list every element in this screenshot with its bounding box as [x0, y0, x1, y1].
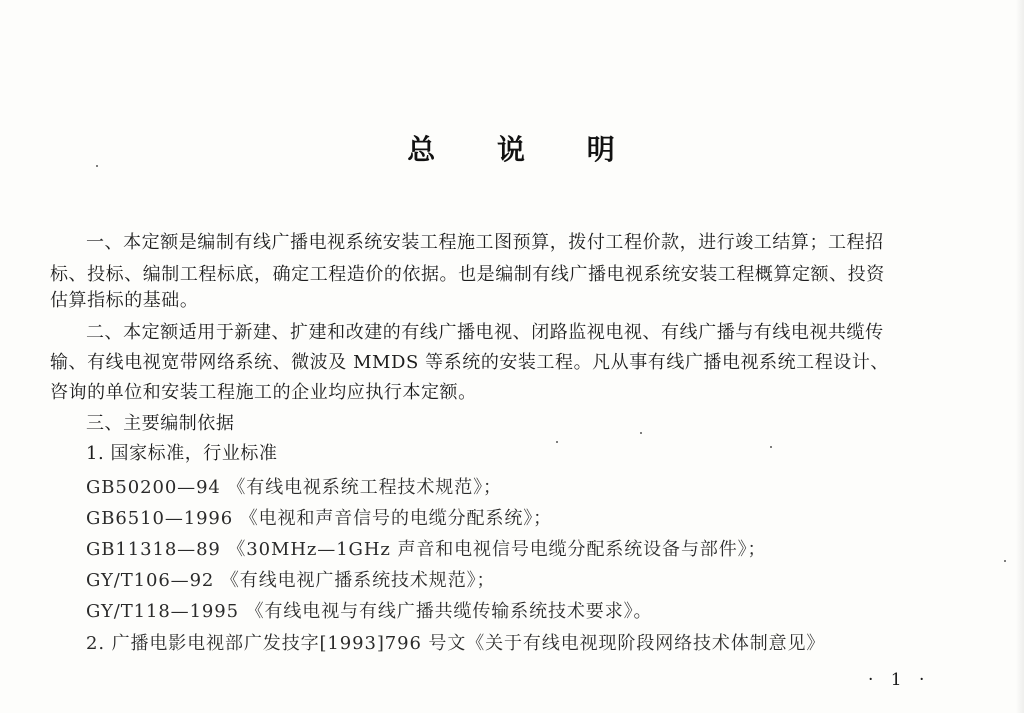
scan-speck — [1004, 560, 1006, 562]
page-number: · 1 · — [868, 670, 931, 690]
scan-speck — [96, 165, 98, 167]
scan-speck — [556, 441, 558, 443]
paragraph-1-line-1: 一、本定额是编制有线广播电视系统安装工程施工图预算，拨付工程价款，进行竣工结算；工程招 — [86, 232, 884, 253]
standard-item: GB6510—1996 《电视和声音信号的电缆分配系统》； — [86, 508, 553, 529]
item-1-heading: 1. 国家标准，行业标准 — [86, 443, 278, 464]
scan-edge-shadow — [1016, 0, 1024, 713]
standard-item: GB50200—94 《有线电视系统工程技术规范》； — [86, 477, 502, 498]
item-2-text: 2. 广播电影电视部广发技字[1993]796 号文《关于有线电视现阶段网络技术体制意见》 — [86, 633, 826, 654]
scan-speck — [640, 432, 642, 434]
standard-item: GY/T118—1995 《有线电视与有线广播共缆传输系统技术要求》。 — [86, 601, 653, 622]
standard-item: GB11318—89 《30MHz—1GHz 声音和电视信号电缆分配系统设备与部件》； — [86, 539, 767, 560]
paragraph-1-line-2: 标、投标、编制工程标底，确定工程造价的依据。也是编制有线广播电视系统安装工程概算定额、投资 — [50, 264, 885, 285]
paragraph-1-line-3: 估算指标的基础。 — [50, 290, 199, 311]
section-3-heading: 三、主要编制依据 — [86, 413, 235, 434]
scan-speck — [770, 446, 772, 448]
page-title: 总 说 明 — [407, 133, 641, 166]
standard-item: GY/T106—92 《有线电视广播系统技术规范》； — [86, 570, 496, 591]
paragraph-2-line-1: 二、本定额适用于新建、扩建和改建的有线广播电视、闭路监视电视、有线广播与有线电视共缆传 — [86, 322, 884, 343]
paragraph-2-line-2: 输、有线电视宽带网络系统、微波及 MMDS 等系统的安装工程。凡从事有线广播电视系统工程设计、 — [50, 352, 889, 373]
paragraph-2-line-3: 咨询的单位和安装工程施工的企业均应执行本定额。 — [50, 382, 477, 403]
